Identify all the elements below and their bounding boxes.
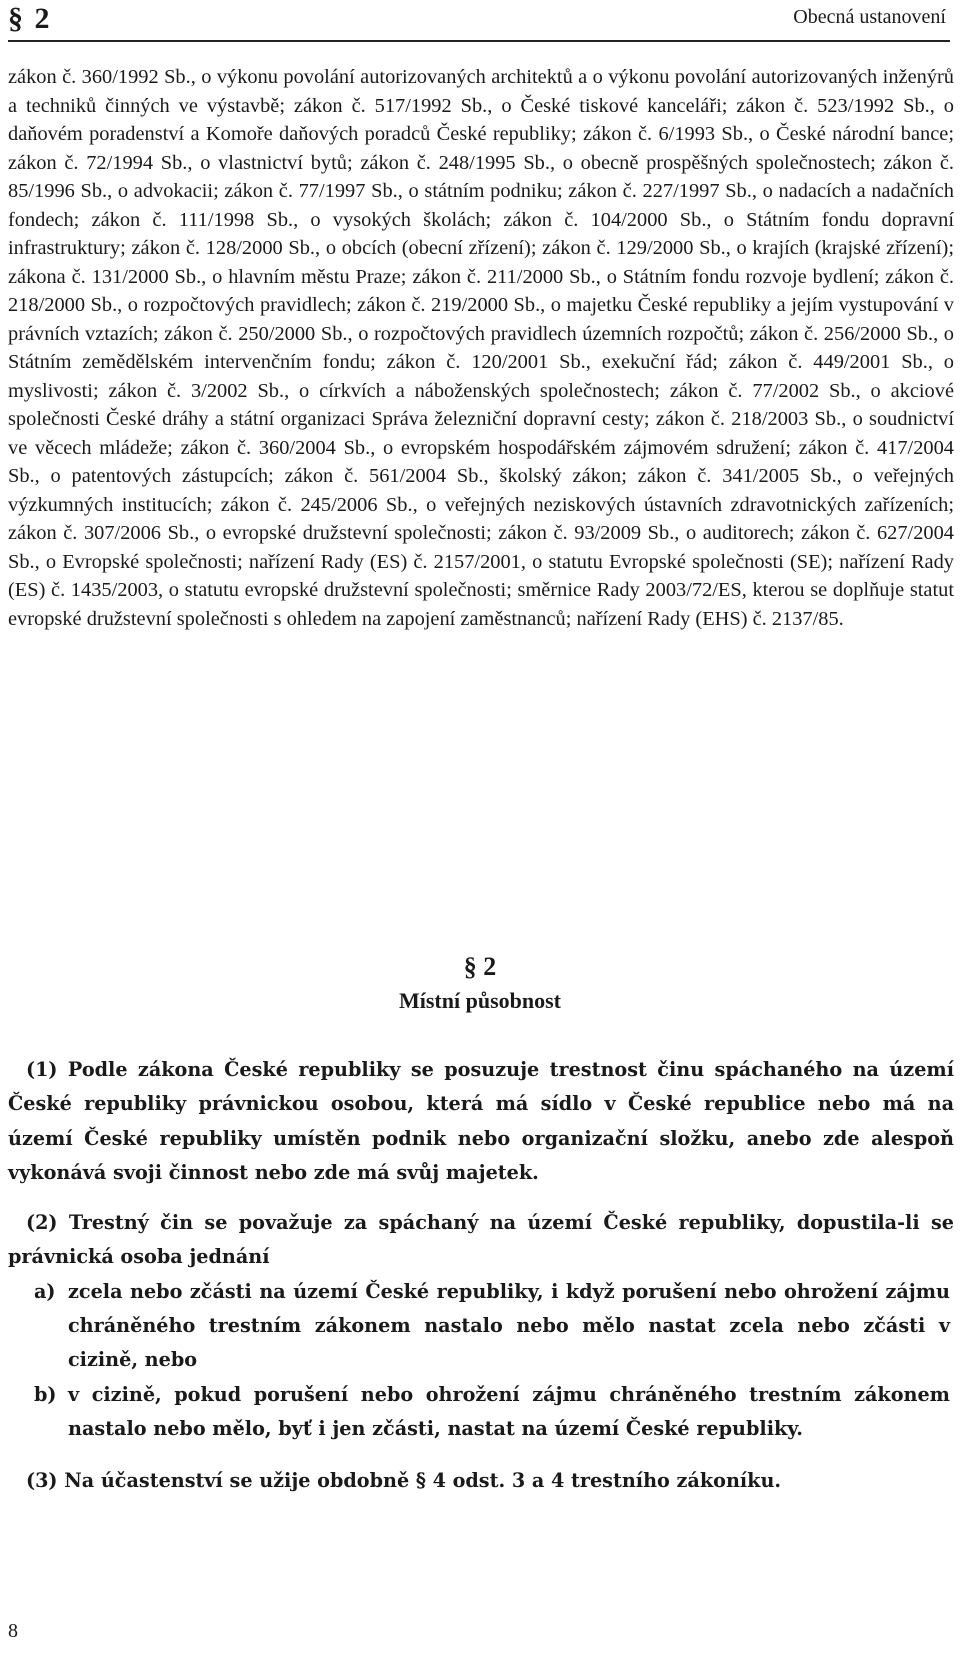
paragraph-2-list (8, 1275, 954, 1446)
list-item (8, 1378, 954, 1447)
continuation-paragraph: zákon č. 360/1992 Sb., o výkonu povolání autorizovaných architektů a o výkonu povolání autorizovaných inženýrů a techniků činných ve výstavbě; zákon č. 517/1992 Sb., o České tiskové kanceláři; zákon č. 523/1992 Sb., o daňovém poradenství a Komoře daňových poradců České republiky; zákon č. 6/1993 Sb., o České národní bance; zákon č. 72/1994 Sb., o vlastnictví bytů; zákon č. 248/1995 Sb., o obecně prospěšných společnostech; zákon č. 85/1996 Sb., o advokacii; zákon č. 77/1997 Sb., o státním podniku; zákon č. 227/1997 Sb., o nadacích a nadačních fondech; zákon č. 111/1998 Sb., o vysokých školách; zákon č. 104/2000 Sb., o Státním fondu dopravní infrastruktury; zákon č. 128/2000 Sb., o obcích (obecní zřízení); zákon č. 129/2000 Sb., o krajích (krajské zřízení); zákona č. 131/2000 Sb., o hlavním městu Praze; zákon č. 211/2000 Sb., o Státním fondu rozvoje bydlení; zákon č. 218/2000 Sb., o rozpočtových pravidlech; zákon č. 219/2000 Sb., o majetku České republiky a jejím vystupování v právních vztazích; zákon č. 250/2000 Sb., o rozpočtových pravidlech územních rozpočtů; zákon č. 256/2000 Sb., o Státním zemědělském intervenčním fondu; zákon č. 120/2001 Sb., exekuční řád; zákon č. 449/2001 Sb., o myslivosti; zákon č. 3/2002 Sb., o církvích a náboženských společnostech; zákon č. 77/2002 Sb., o akciové společnosti České dráhy a státní organizaci Správa železniční dopravní cesty; zákon č. 218/2003 Sb., o soudnictví ve věcech mládeže; zákon č. 360/2004 Sb., o evropském hospodářském zájmovém sdružení; zákon č. 417/2004 Sb., o patentových zástupcích; zákon č. 561/2004 Sb., školský zákon; zákon č. 341/2005 Sb., o veřejných výzkumných institucích; zákon č. 245/2006 Sb., o veřejných neziskových ústavních zdravotnických zařízeních; zákon č. 307/2006 Sb., o evropské družstevní společnosti; zákon č. 93/2009 Sb., o auditorech; zákon č. 627/2004 Sb., o Evropské společnosti; nařízení Rady (ES) č. 2157/2001, o statutu Evropské společnosti (SE); nařízení Rady (ES) č. 1435/2003, o statutu evropské družstevní společnosti; směrnice Rady 2003/72/ES, kterou se doplňuje statut evropské družstevní společnosti s ohledem na zapojení zaměstnanců; nařízení Rady (EHS) č. 2137/85. (8, 66, 954, 630)
list-item-marker: a) (34, 1279, 56, 1303)
section-number: § 2 (463, 952, 497, 981)
header-rule (8, 40, 950, 42)
paragraph-2-intro: (2) Trestný čin se považuje za spáchaný na území České republiky, dopustila-li se právnická osoba jednání (8, 1211, 954, 1269)
list-item-marker: b) (34, 1382, 57, 1406)
list-item (8, 1275, 954, 1378)
section-provisions (8, 1053, 954, 1518)
list-item-text: zcela nebo zčásti na území České republiky, i když porušení nebo ohrožení zájmu chráněného trestním zákonem nastalo nebo mělo nastat zcela nebo zčásti v cizině, nebo (68, 1279, 950, 1372)
paragraph-3: (3) Na účastenství se užije obdobně § 4 odst. 3 a 4 trestního zákoníku. (26, 1469, 782, 1493)
page-number: 8 (8, 1620, 18, 1642)
header-chapter-title: Obecná ustanovení (793, 6, 946, 28)
header-section-mark: § 2 (8, 2, 52, 35)
section-title: Místní působnost (398, 988, 561, 1013)
list-item-text: v cizině, pokud porušení nebo ohrožení zájmu chráněného trestním zákonem nastalo nebo mělo, byť i jen zčásti, nastat na území České republiky. (68, 1382, 950, 1440)
page-header (0, 0, 960, 42)
paragraph-1: (1) Podle zákona České republiky se posuzuje trestnost činu spáchaného na území České republiky právnickou osobou, která má sídlo v České republice nebo má na území České republiky umístěn podnik nebo organizační složku, anebo zde alespoň vykonává svoji činnost nebo zde má svůj majetek. (8, 1058, 954, 1184)
section-heading (0, 950, 960, 1018)
